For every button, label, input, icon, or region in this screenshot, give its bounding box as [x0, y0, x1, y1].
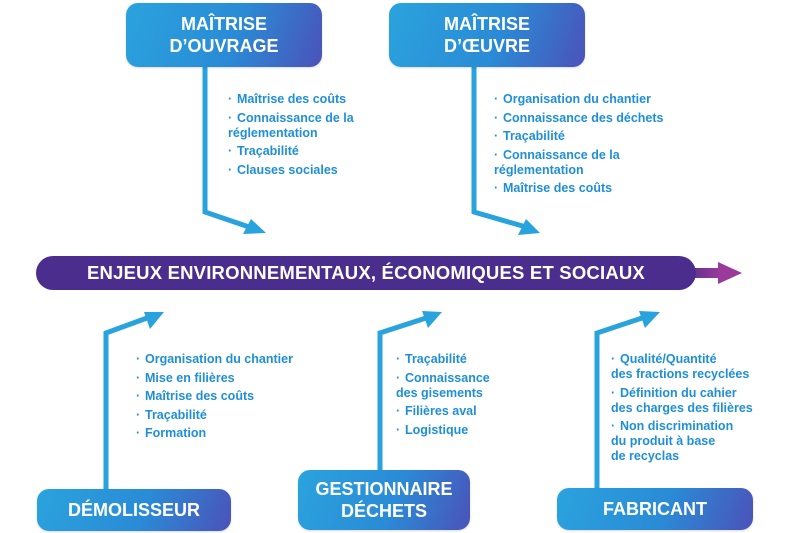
list-item: · Connaissance de la réglementation: [494, 147, 620, 177]
bullet-icon: ·: [396, 404, 401, 418]
bullet-icon: ·: [494, 181, 499, 195]
bullet-icon: ·: [494, 147, 499, 162]
list-item: · Mise en filières: [136, 370, 235, 385]
actor-gestionnaire-line2: DÉCHETS: [340, 501, 427, 521]
bullet-icon: ·: [136, 407, 141, 422]
bullet-icon: ·: [611, 419, 616, 433]
actor-maitrise-ouvrage-line2: D’OUVRAGE: [169, 36, 279, 56]
actor-maitrise-ouvrage-line1: MAÎTRISE: [180, 14, 267, 34]
banner-arrowhead-icon: [718, 262, 742, 284]
list-maitrise-ouvrage: [228, 92, 388, 181]
actor-maitrise-oeuvre-line1: MAÎTRISE: [443, 14, 530, 34]
actor-demolisseur: [37, 489, 231, 531]
actor-maitrise-ouvrage: [126, 3, 322, 67]
actor-fabricant: [557, 488, 753, 530]
list-item: · Connaissance des gisements: [396, 370, 490, 400]
list-item: · Non discrimination du produit à base de recyclas: [611, 419, 734, 463]
list-item: · Organisation du chantier: [494, 92, 651, 106]
list-item: · Logistique: [396, 422, 469, 437]
list-maitrise-oeuvre: [494, 92, 694, 200]
list-item: · Maîtrise des coûts: [136, 389, 255, 403]
list-item: · Traçabilité: [396, 352, 467, 366]
actor-fabricant-label: FABRICANT: [603, 499, 707, 519]
list-item: · Traçabilité: [494, 129, 565, 143]
actor-demolisseur-label: DÉMOLISSEUR: [67, 500, 200, 520]
bullet-icon: ·: [136, 426, 141, 440]
list-item: · Connaissance des déchets: [494, 110, 664, 125]
bullet-icon: ·: [494, 129, 499, 143]
list-item: · Formation: [136, 426, 207, 440]
actor-gestionnaire-line1: GESTIONNAIRE: [315, 479, 453, 499]
list-item: · Définition du cahier des charges des filières: [611, 385, 753, 415]
bullet-icon: ·: [396, 422, 401, 437]
actor-maitrise-oeuvre-line2: D’ŒUVRE: [443, 36, 530, 56]
list-item: · Connaissance de la réglementation: [228, 110, 354, 140]
central-banner: ENJEUX ENVIRONNEMENTAUX, ÉCONOMIQUES ET SOCIAUX: [36, 256, 696, 290]
bullet-icon: ·: [494, 92, 499, 106]
arrowhead-icon: [144, 312, 164, 329]
bullet-icon: ·: [494, 110, 499, 125]
list-item: · Maîtrise des coûts: [228, 92, 347, 106]
bullet-icon: ·: [136, 389, 141, 403]
list-item: · Filières aval: [396, 404, 477, 418]
bullet-icon: ·: [228, 110, 233, 125]
bullet-icon: ·: [611, 352, 616, 366]
bullet-icon: ·: [228, 144, 233, 158]
actor-gestionnaire-dechets: [298, 470, 470, 530]
list-item: · Maîtrise des coûts: [494, 181, 613, 195]
arrowhead-icon: [639, 311, 660, 328]
list-item: · Traçabilité: [136, 407, 207, 422]
bullet-icon: ·: [228, 162, 233, 177]
bullet-icon: ·: [228, 92, 233, 106]
bullet-icon: ·: [136, 352, 141, 366]
list-gestionnaire-dechets: [396, 352, 536, 441]
actor-maitrise-oeuvre: [389, 3, 585, 67]
list-item: · Organisation du chantier: [136, 352, 293, 366]
list-item: · Traçabilité: [228, 144, 299, 158]
list-item: · Qualité/Quantité des fractions recyclées: [611, 352, 750, 381]
list-fabricant: [611, 352, 791, 468]
list-demolisseur: [136, 352, 336, 445]
bullet-icon: ·: [396, 352, 401, 366]
bullet-icon: ·: [396, 370, 401, 385]
arrowhead-icon: [422, 311, 442, 328]
bullet-icon: ·: [611, 385, 616, 400]
bullet-icon: ·: [136, 370, 141, 385]
list-item: · Clauses sociales: [228, 162, 338, 177]
